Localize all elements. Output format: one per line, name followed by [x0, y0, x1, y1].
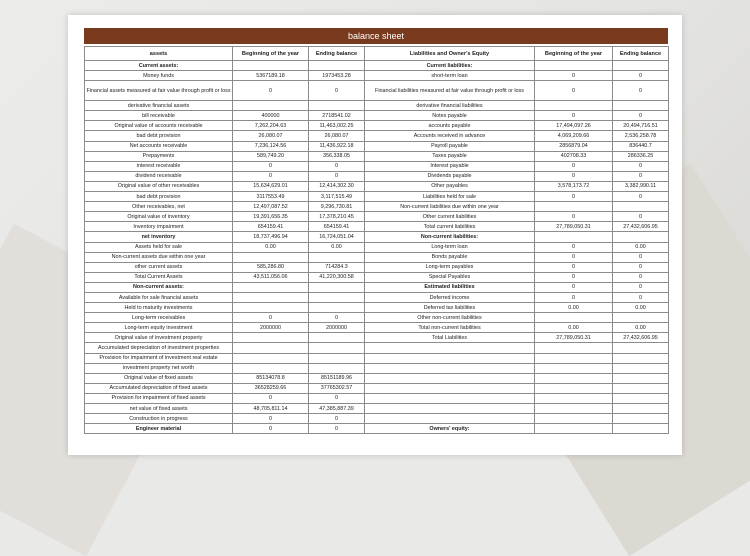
cell-liability-ending: 0	[613, 272, 669, 282]
cell-asset-ending: 0	[309, 81, 365, 101]
cell-asset-name: Original value of accounts receivable	[85, 121, 233, 131]
cell-asset-ending	[309, 363, 365, 373]
table-row	[85, 333, 669, 343]
cell-liability-ending: 0	[613, 81, 669, 101]
cell-liability-name: Non-current liabilities due within one year	[365, 202, 535, 212]
cell-liability-ending: 0	[613, 292, 669, 302]
cell-liability-name	[365, 373, 535, 383]
cell-asset-name: Money funds	[85, 71, 233, 81]
cell-liability-name: accounts payable	[365, 121, 535, 131]
table-row	[85, 343, 669, 353]
table-row	[85, 181, 669, 191]
cell-liability-beginning: 4,069,209.66	[535, 131, 613, 141]
balance-sheet-page	[68, 15, 682, 455]
cell-liability-name	[365, 353, 535, 363]
table-row	[85, 404, 669, 414]
header-row	[85, 47, 669, 61]
cell-liability-ending: 836440.7	[613, 141, 669, 151]
table-row	[85, 282, 669, 292]
cell-asset-ending: 0.00	[309, 242, 365, 252]
cell-liability-ending: 0	[613, 161, 669, 171]
table-row	[85, 262, 669, 272]
cell-asset-ending: 85151189.96	[309, 373, 365, 383]
cell-liability-name: Deferred tax liabilities	[365, 303, 535, 313]
cell-asset-beginning: 0	[233, 161, 309, 171]
cell-asset-ending: 0	[309, 171, 365, 181]
cell-asset-name: Accumulated depreciation of fixed assets	[85, 383, 233, 393]
table-row	[85, 121, 669, 131]
cell-asset-name: interest receivable	[85, 161, 233, 171]
cell-asset-beginning: 7,262,204.63	[233, 121, 309, 131]
cell-liability-name	[365, 414, 535, 424]
cell-liability-name: Total current liabilities	[365, 222, 535, 232]
cell-asset-beginning: 85134078.8	[233, 373, 309, 383]
cell-liability-ending: 20,494,716.51	[613, 121, 669, 131]
cell-liability-ending	[613, 414, 669, 424]
cell-asset-beginning	[233, 101, 309, 111]
cell-liability-ending	[613, 101, 669, 111]
cell-asset-ending: 12,414,302.30	[309, 181, 365, 191]
cell-asset-name: Original value of inventory	[85, 212, 233, 222]
cell-asset-beginning	[233, 343, 309, 353]
cell-asset-beginning	[233, 363, 309, 373]
cell-asset-name: Other receivables, net	[85, 202, 233, 212]
cell-liability-beginning: 0	[535, 212, 613, 222]
table-row	[85, 383, 669, 393]
cell-liability-beginning	[535, 232, 613, 242]
cell-asset-name: derivative financial assets	[85, 101, 233, 111]
header-liabilities: Liabilities and Owner's Equity	[365, 47, 535, 61]
cell-liability-beginning: 0	[535, 242, 613, 252]
cell-asset-ending	[309, 343, 365, 353]
cell-liability-beginning	[535, 363, 613, 373]
cell-asset-name: Assets held for sale	[85, 242, 233, 252]
cell-asset-beginning: 48,705,811.14	[233, 404, 309, 414]
cell-liability-name: short-term loan	[365, 71, 535, 81]
cell-asset-ending: 0	[309, 424, 365, 434]
table-row	[85, 141, 669, 151]
cell-asset-beginning	[233, 292, 309, 302]
cell-liability-name: Total Liabilities	[365, 333, 535, 343]
cell-liability-ending	[613, 373, 669, 383]
cell-asset-name: Original value of other receivables	[85, 181, 233, 191]
cell-liability-beginning	[535, 424, 613, 434]
cell-liability-beginning: 0	[535, 71, 613, 81]
cell-liability-beginning: 0	[535, 171, 613, 181]
cell-liability-ending: 2,536,258.78	[613, 131, 669, 141]
cell-asset-beginning: 0	[233, 81, 309, 101]
cell-asset-beginning: 0	[233, 313, 309, 323]
cell-liability-name: Special Payables	[365, 272, 535, 282]
cell-liability-beginning: 27,789,050.31	[535, 222, 613, 232]
cell-liability-beginning: 0	[535, 252, 613, 262]
cell-liability-ending: 0.00	[613, 323, 669, 333]
table-row	[85, 292, 669, 302]
cell-asset-beginning: 19,391,656.35	[233, 212, 309, 222]
cell-liability-beginning	[535, 353, 613, 363]
cell-liability-ending: 27,432,606.95	[613, 333, 669, 343]
header-liabilities-beginning: Beginning of the year	[535, 47, 613, 61]
cell-asset-ending	[309, 101, 365, 111]
cell-liability-ending	[613, 363, 669, 373]
table-row	[85, 71, 669, 81]
cell-liability-name: Taxes payable	[365, 151, 535, 161]
cell-asset-ending: 0	[309, 414, 365, 424]
cell-asset-name: other current assets	[85, 262, 233, 272]
table-row	[85, 424, 669, 434]
cell-liability-name: Bonds payable	[365, 252, 535, 262]
cell-liability-beginning	[535, 373, 613, 383]
cell-asset-ending	[309, 252, 365, 262]
table-row	[85, 171, 669, 181]
cell-liability-beginning: 17,494,097.26	[535, 121, 613, 131]
cell-liability-ending: 0	[613, 262, 669, 272]
cell-liability-ending: 3,382,990.11	[613, 181, 669, 191]
cell-asset-ending: 26,080.07	[309, 131, 365, 141]
cell-asset-ending: 11,436,922.18	[309, 141, 365, 151]
cell-asset-ending	[309, 333, 365, 343]
cell-asset-beginning: 3117553.49	[233, 192, 309, 202]
cell-liability-beginning: 0.00	[535, 323, 613, 333]
cell-asset-name: Prepayments	[85, 151, 233, 161]
cell-asset-beginning: 7,236,124.56	[233, 141, 309, 151]
cell-asset-ending: 37765302.57	[309, 383, 365, 393]
cell-asset-beginning: 18,737,496.94	[233, 232, 309, 242]
table-row	[85, 192, 669, 202]
cell-asset-name: Net accounts receivable	[85, 141, 233, 151]
cell-asset-ending: 654159.41	[309, 222, 365, 232]
table-row	[85, 323, 669, 333]
table-row	[85, 61, 669, 71]
cell-liability-name	[365, 343, 535, 353]
cell-asset-name: Inventory impairment	[85, 222, 233, 232]
cell-liability-beginning	[535, 393, 613, 403]
cell-asset-ending	[309, 61, 365, 71]
cell-liability-beginning: 0	[535, 161, 613, 171]
cell-liability-name: Other current liabilities	[365, 212, 535, 222]
cell-liability-beginning: 0	[535, 272, 613, 282]
header-assets: assets	[85, 47, 233, 61]
cell-liability-ending: 286336.25	[613, 151, 669, 161]
table-row	[85, 393, 669, 403]
cell-asset-ending: 9,296,730.81	[309, 202, 365, 212]
cell-liability-beginning: 2856879.04	[535, 141, 613, 151]
header-assets-ending: Ending balance	[309, 47, 365, 61]
cell-asset-name: Engineer material	[85, 424, 233, 434]
cell-asset-beginning: 2000000	[233, 323, 309, 333]
cell-liability-name: Dividends payable	[365, 171, 535, 181]
cell-liability-name: derivative financial liabilities	[365, 101, 535, 111]
cell-liability-ending: 0.00	[613, 242, 669, 252]
header-assets-beginning: Beginning of the year	[233, 47, 309, 61]
balance-sheet-table	[84, 46, 669, 434]
cell-liability-ending: 0	[613, 212, 669, 222]
cell-liability-name	[365, 393, 535, 403]
cell-asset-ending	[309, 292, 365, 302]
cell-asset-ending: 356,338.05	[309, 151, 365, 161]
cell-liability-name: Payroll payable	[365, 141, 535, 151]
cell-liability-name: Financial liabilities measured at fair value through profit or loss	[365, 81, 535, 101]
cell-liability-ending	[613, 424, 669, 434]
table-row	[85, 272, 669, 282]
table-row	[85, 151, 669, 161]
cell-asset-beginning: 589,749.20	[233, 151, 309, 161]
header-liabilities-ending: Ending balance	[613, 47, 669, 61]
table-row	[85, 222, 669, 232]
table-row	[85, 101, 669, 111]
cell-asset-ending: 16,724,051.04	[309, 232, 365, 242]
table-row	[85, 353, 669, 363]
cell-asset-ending: 11,463,002.25	[309, 121, 365, 131]
cell-liability-ending	[613, 353, 669, 363]
cell-asset-beginning: 5367189.18	[233, 71, 309, 81]
table-row	[85, 81, 669, 101]
cell-liability-name	[365, 404, 535, 414]
cell-liability-ending: 0	[613, 171, 669, 181]
cell-liability-name	[365, 383, 535, 393]
cell-liability-beginning: 3,578,173.72	[535, 181, 613, 191]
cell-asset-name: investment property net worth	[85, 363, 233, 373]
table-row	[85, 242, 669, 252]
cell-liability-ending	[613, 404, 669, 414]
cell-asset-beginning	[233, 333, 309, 343]
cell-liability-beginning: 0	[535, 81, 613, 101]
cell-liability-name: Estimated liabilities	[365, 282, 535, 292]
cell-liability-beginning: 0.00	[535, 303, 613, 313]
cell-asset-beginning: 36528259.66	[233, 383, 309, 393]
cell-liability-name: Current liabilities:	[365, 61, 535, 71]
cell-asset-name: Financial assets measured at fair value through profit or loss	[85, 81, 233, 101]
cell-liability-ending	[613, 393, 669, 403]
cell-liability-ending	[613, 383, 669, 393]
cell-asset-ending: 2000000	[309, 323, 365, 333]
cell-liability-beginning	[535, 101, 613, 111]
cell-asset-beginning: 0	[233, 424, 309, 434]
cell-liability-ending	[613, 202, 669, 212]
cell-liability-ending	[613, 232, 669, 242]
cell-asset-ending: 17,378,210.45	[309, 212, 365, 222]
cell-asset-ending	[309, 303, 365, 313]
cell-liability-ending: 0	[613, 111, 669, 121]
table-row	[85, 303, 669, 313]
cell-liability-beginning	[535, 202, 613, 212]
cell-asset-name: Non-current assets due within one year	[85, 252, 233, 262]
cell-liability-name: Owners' equity:	[365, 424, 535, 434]
cell-asset-name: Construction in progress	[85, 414, 233, 424]
cell-asset-beginning: 0	[233, 414, 309, 424]
table-row	[85, 111, 669, 121]
cell-liability-name: Long-term payables	[365, 262, 535, 272]
cell-liability-beginning: 0	[535, 192, 613, 202]
cell-asset-beginning: 400000	[233, 111, 309, 121]
cell-liability-ending	[613, 343, 669, 353]
cell-asset-beginning: 15,634,629.01	[233, 181, 309, 191]
cell-asset-name: bad debt provision	[85, 192, 233, 202]
cell-asset-name: bad debt provision	[85, 131, 233, 141]
cell-asset-ending	[309, 353, 365, 363]
cell-asset-beginning: 585,286.80	[233, 262, 309, 272]
cell-liability-ending: 27,432,606.95	[613, 222, 669, 232]
table-row	[85, 363, 669, 373]
cell-liability-beginning	[535, 343, 613, 353]
cell-asset-beginning: 12,497,087.52	[233, 202, 309, 212]
cell-asset-beginning	[233, 61, 309, 71]
cell-liability-name: Non-current liabilities:	[365, 232, 535, 242]
cell-asset-ending: 3,117,515.49	[309, 192, 365, 202]
cell-liability-name: Interest payable	[365, 161, 535, 171]
cell-liability-name: Other non-current liabilities	[365, 313, 535, 323]
cell-asset-beginning: 43,511,056.06	[233, 272, 309, 282]
cell-asset-name: Held to maturity investments	[85, 303, 233, 313]
table-row	[85, 373, 669, 383]
cell-asset-name: bill receivable	[85, 111, 233, 121]
cell-liability-ending: 0	[613, 252, 669, 262]
table-row	[85, 252, 669, 262]
cell-liability-name: Other payables	[365, 181, 535, 191]
cell-asset-name: Original value of fixed assets	[85, 373, 233, 383]
cell-liability-ending: 0	[613, 282, 669, 292]
cell-asset-beginning: 0.00	[233, 242, 309, 252]
cell-asset-ending: 41,220,300.58	[309, 272, 365, 282]
cell-liability-beginning: 402708.33	[535, 151, 613, 161]
cell-asset-name: Available for sale financial assets	[85, 292, 233, 302]
cell-asset-name: Provision for impairment of fixed assets	[85, 393, 233, 403]
cell-liability-name	[365, 363, 535, 373]
cell-liability-name: Total non-current liabilities	[365, 323, 535, 333]
cell-liability-name: Deferred income	[365, 292, 535, 302]
cell-liability-beginning	[535, 383, 613, 393]
cell-asset-ending: 0	[309, 393, 365, 403]
cell-asset-beginning: 0	[233, 393, 309, 403]
cell-asset-ending: 1973453.28	[309, 71, 365, 81]
cell-liability-beginning	[535, 414, 613, 424]
cell-liability-name: Long-term loan	[365, 242, 535, 252]
cell-asset-name: Long-term equity investment	[85, 323, 233, 333]
cell-asset-name: Non-current assets:	[85, 282, 233, 292]
cell-asset-beginning: 0	[233, 171, 309, 181]
table-row	[85, 313, 669, 323]
cell-asset-name: Provision for impairment of investment real estate	[85, 353, 233, 363]
table-row	[85, 212, 669, 222]
cell-liability-ending: 0	[613, 192, 669, 202]
cell-asset-ending: 714284.3	[309, 262, 365, 272]
cell-liability-name: Liabilities held for sale	[365, 192, 535, 202]
cell-asset-beginning: 654159.41	[233, 222, 309, 232]
cell-liability-beginning	[535, 313, 613, 323]
table-row	[85, 202, 669, 212]
cell-liability-beginning: 0	[535, 111, 613, 121]
cell-asset-name: dividend receivable	[85, 171, 233, 181]
cell-asset-beginning	[233, 282, 309, 292]
cell-asset-name: net inventory	[85, 232, 233, 242]
cell-asset-beginning	[233, 353, 309, 363]
sheet-title: balance sheet	[84, 28, 668, 44]
table-row	[85, 414, 669, 424]
cell-asset-beginning: 26,080.07	[233, 131, 309, 141]
cell-asset-name: net value of fixed assets	[85, 404, 233, 414]
cell-liability-beginning: 0	[535, 262, 613, 272]
cell-asset-name: Total Current Assets	[85, 272, 233, 282]
cell-liability-name: Accounts received in advance	[365, 131, 535, 141]
cell-liability-ending	[613, 61, 669, 71]
cell-asset-ending: 2718541.02	[309, 111, 365, 121]
cell-asset-ending	[309, 282, 365, 292]
cell-asset-ending: 0	[309, 313, 365, 323]
cell-liability-ending: 0	[613, 71, 669, 81]
cell-asset-beginning	[233, 252, 309, 262]
cell-asset-name: Original value of investment property	[85, 333, 233, 343]
cell-liability-beginning	[535, 61, 613, 71]
table-row	[85, 131, 669, 141]
cell-liability-beginning: 0	[535, 292, 613, 302]
cell-liability-name: Notes payable	[365, 111, 535, 121]
cell-liability-beginning: 27,789,050.31	[535, 333, 613, 343]
cell-liability-beginning	[535, 404, 613, 414]
cell-asset-name: Accumulated depreciation of investment properties	[85, 343, 233, 353]
cell-liability-ending: 0.00	[613, 303, 669, 313]
table-row	[85, 161, 669, 171]
cell-liability-ending	[613, 313, 669, 323]
cell-liability-beginning: 0	[535, 282, 613, 292]
cell-asset-name: Current assets:	[85, 61, 233, 71]
table-row	[85, 232, 669, 242]
cell-asset-name: Long-term receivables	[85, 313, 233, 323]
cell-asset-ending: 47,385,887.39	[309, 404, 365, 414]
cell-asset-ending: 0	[309, 161, 365, 171]
cell-asset-beginning	[233, 303, 309, 313]
